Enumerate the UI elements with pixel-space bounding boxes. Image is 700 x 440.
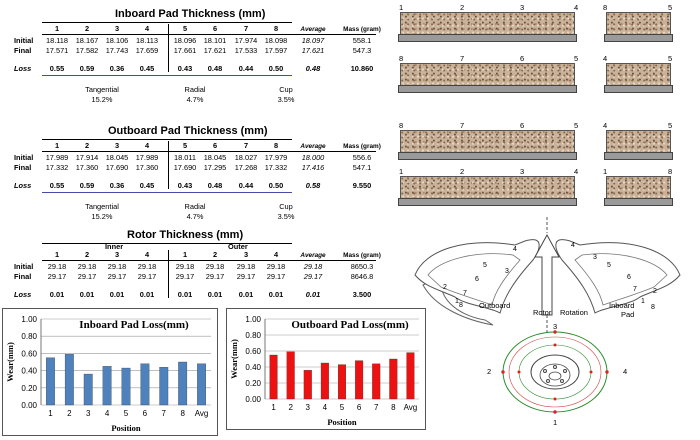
- inboard-cell: 17.571: [45, 46, 69, 55]
- outboard-row-label: Final: [14, 163, 32, 172]
- outboard-tangential-value: 15.2%: [91, 212, 113, 221]
- pad-num: 8: [603, 3, 608, 12]
- bar: [321, 363, 329, 399]
- pad-block-large: [400, 63, 575, 93]
- outboard-cell: 17.979: [264, 153, 288, 162]
- outboard-radial-label: Radial: [184, 202, 206, 211]
- pad-num: 6: [520, 121, 525, 130]
- pad-label: Pad: [621, 310, 635, 319]
- outboard-cup-value: 3.5%: [277, 212, 295, 221]
- outboard-num: 8: [459, 302, 463, 309]
- x-axis-title: Position: [327, 417, 357, 427]
- rotor-cell: 29.18: [266, 262, 286, 271]
- outboard-average-cell: 18.000: [301, 153, 325, 162]
- outboard-loss-chart: [226, 308, 426, 430]
- pad-block-large: [400, 130, 575, 160]
- x-tick-label: 5: [123, 409, 129, 418]
- y-tick-label: 0.40: [21, 366, 37, 376]
- pad-block-small: [606, 176, 671, 206]
- brake-diagram: [395, 215, 700, 436]
- rotor-pos: 4: [623, 367, 628, 376]
- outboard-col-header: 5: [182, 141, 188, 150]
- outboard-cell: 0.36: [109, 181, 125, 190]
- outboard-cell: 17.690: [173, 163, 197, 172]
- outboard-cell: 17.989: [135, 153, 159, 162]
- outboard-num: 6: [475, 276, 479, 283]
- x-tick-label: Avg: [194, 409, 209, 418]
- inboard-average-cell: 18.097: [301, 36, 325, 45]
- inboard-num: 6: [627, 274, 631, 281]
- inboard-col-header: 3: [114, 24, 120, 33]
- rotor-pos: 1: [553, 418, 558, 427]
- inboard-num: 2: [653, 288, 657, 295]
- inboard-num: 8: [651, 304, 655, 311]
- rotor-label: Rotor: [533, 308, 552, 317]
- rotor-cell: 29.18: [77, 262, 97, 271]
- outboard-num: 5: [483, 262, 487, 269]
- inboard-col-header: 6: [212, 24, 218, 33]
- y-tick-label: 0.20: [21, 383, 37, 393]
- inboard-title-underline: [42, 22, 292, 23]
- bar: [338, 365, 346, 399]
- outboard-cell: 17.332: [45, 163, 69, 172]
- inboard-cell: 0.44: [238, 64, 254, 73]
- rotor-col-header: 1: [54, 250, 60, 259]
- inboard-cup-label: Cup: [279, 85, 293, 94]
- rotor-col-header: 4: [273, 250, 279, 259]
- rotor-cell: 29.17: [205, 272, 225, 281]
- outboard-title: Outboard Pad Thickness (mm): [108, 125, 268, 137]
- inboard-cell: 17.597: [264, 46, 288, 55]
- x-tick-label: 3: [305, 403, 311, 412]
- bar: [103, 366, 112, 405]
- inboard-radial-label: Radial: [184, 85, 206, 94]
- inboard-num: 7: [633, 286, 637, 293]
- outboard-cell: 17.360: [135, 163, 159, 172]
- x-tick-label: 4: [322, 403, 328, 412]
- inboard-loss-chart: [2, 308, 218, 436]
- outboard-cell: 0.44: [238, 181, 254, 190]
- x-axis-title: Position: [111, 423, 141, 433]
- x-tick-label: 1: [48, 409, 53, 418]
- pad-num: 2: [460, 167, 465, 176]
- y-tick-label: 0.80: [245, 331, 261, 340]
- outboard-cell: 0.59: [79, 181, 95, 190]
- rotor-cell: 0.01: [109, 290, 125, 299]
- rotor-cell: 29.18: [175, 262, 195, 271]
- bar: [287, 352, 295, 399]
- outboard-cell: 17.914: [75, 153, 99, 162]
- x-tick-label: 8: [180, 409, 185, 418]
- rotor-average-cell: 29.17: [303, 272, 323, 281]
- pad-num: 3: [520, 167, 525, 176]
- bar: [141, 364, 150, 405]
- rotor-cell: 0.01: [177, 290, 193, 299]
- x-tick-label: 4: [104, 409, 110, 418]
- rotor-pos: 2: [487, 367, 492, 376]
- y-tick-label: 0.40: [245, 363, 261, 372]
- outboard-col-header: 1: [54, 141, 60, 150]
- rotor-disc: [501, 330, 608, 413]
- inboard-cell: 0.45: [139, 64, 155, 73]
- outboard-col-header: 8: [273, 141, 279, 150]
- rotor-cell: 0.01: [268, 290, 284, 299]
- inboard-mass-cell: 547.3: [352, 46, 372, 55]
- pad-num: 5: [668, 3, 673, 12]
- x-tick-label: 1: [271, 403, 276, 412]
- inboard-col-header: 8: [273, 24, 279, 33]
- rotor-col-header: 2: [84, 250, 90, 259]
- pad-num: 4: [574, 3, 579, 12]
- inboard-col-header: 7: [243, 24, 249, 33]
- rotor-header-underline: [42, 260, 376, 261]
- pad-num: 1: [399, 167, 404, 176]
- pad-num: 5: [668, 54, 673, 63]
- inboard-row-label: Final: [14, 46, 32, 55]
- outboard-radial-value: 4.7%: [186, 212, 204, 221]
- outboard-cell: 17.295: [203, 163, 227, 172]
- rotation-label: Rotation: [560, 308, 588, 317]
- rotor-col-header: 4: [144, 250, 150, 259]
- x-tick-label: 7: [161, 409, 167, 418]
- inboard-mass-cell: 10.860: [350, 64, 374, 73]
- y-tick-label: 0.00: [21, 401, 37, 410]
- rotor-col-header: 3: [114, 250, 120, 259]
- x-tick-label: 6: [142, 409, 148, 418]
- inboard-cell: 17.659: [135, 46, 159, 55]
- inboard-num: 5: [607, 262, 611, 269]
- outboard-col-header: 2: [84, 141, 90, 150]
- outboard-mass-header: Mass (gram): [343, 143, 381, 150]
- rotor-cell: 29.18: [205, 262, 225, 271]
- bar: [197, 364, 206, 405]
- inboard-mass-cell: 558.1: [352, 36, 372, 45]
- inboard-num: 4: [571, 242, 575, 249]
- pad-num: 1: [399, 3, 404, 12]
- pad-num: 5: [668, 121, 673, 130]
- rotor-cell: 0.01: [139, 290, 155, 299]
- inboard-cup-value: 3.5%: [277, 95, 295, 104]
- pad-num: 5: [574, 121, 579, 130]
- rotor-row-label: Final: [14, 272, 32, 281]
- y-tick-label: 1.00: [245, 315, 261, 324]
- x-tick-label: 8: [391, 403, 396, 412]
- bar: [84, 374, 93, 405]
- outboard-col-header: 4: [144, 141, 150, 150]
- outboard-row-label: Initial: [14, 153, 34, 162]
- inboard-num: 1: [641, 298, 645, 305]
- rotor-outer-label: Outer: [228, 242, 248, 251]
- chart-title: Outboard Pad Loss(mm): [291, 319, 409, 331]
- outboard-row-label: Loss: [14, 181, 32, 190]
- bar: [122, 368, 131, 405]
- outboard-average-cell: 17.416: [301, 163, 325, 172]
- pad-num: 8: [399, 54, 404, 63]
- y-tick-label: 1.00: [21, 315, 37, 324]
- rotor-cell: 29.17: [266, 272, 286, 281]
- inboard-cell: 18.113: [135, 36, 159, 45]
- pad-num: 8: [399, 121, 404, 130]
- inboard-col-header: 5: [182, 24, 188, 33]
- bar: [178, 362, 187, 405]
- rotor-row-label: Initial: [14, 262, 34, 271]
- pad-num: 3: [520, 3, 525, 12]
- outboard-average-cell: 0.58: [305, 181, 321, 190]
- outboard-cell: 18.045: [203, 153, 227, 162]
- outboard-cell: 0.45: [139, 181, 155, 190]
- outboard-num: 3: [505, 268, 509, 275]
- bar: [372, 364, 380, 399]
- inboard-radial-value: 4.7%: [186, 95, 204, 104]
- pad-num: 4: [603, 54, 608, 63]
- outboard-cell: 18.011: [173, 153, 197, 162]
- rotor-cell: 29.17: [236, 272, 256, 281]
- inboard-average-cell: 0.48: [305, 64, 321, 73]
- outboard-cell: 18.027: [234, 153, 258, 162]
- y-tick-label: 0.60: [245, 347, 261, 356]
- pad-num: 1: [603, 167, 608, 176]
- outboard-title-underline: [42, 139, 292, 140]
- pad-block-large: [400, 12, 575, 42]
- outboard-col-header: 3: [114, 141, 120, 150]
- rotor-col-header: 1: [182, 250, 188, 259]
- bar: [389, 359, 397, 399]
- outboard-loss-underline: [42, 192, 292, 193]
- inboard-col-header: 1: [54, 24, 60, 33]
- pad-num: 7: [460, 54, 465, 63]
- outboard-cup-label: Cup: [279, 202, 293, 211]
- outboard-cell: 0.48: [207, 181, 223, 190]
- outboard-label: Outboard: [479, 301, 511, 310]
- pad-num: 8: [668, 167, 673, 176]
- outboard-cell: 0.43: [177, 181, 193, 190]
- inboard-row-label: Initial: [14, 36, 34, 45]
- y-axis-title: Wear(mm): [229, 339, 239, 379]
- bar: [355, 361, 363, 399]
- y-tick-label: 0.20: [245, 379, 261, 388]
- inboard-mass-header: Mass (gram): [343, 26, 381, 33]
- inboard-cell: 18.118: [45, 36, 69, 45]
- pad-num: 4: [574, 167, 579, 176]
- outboard-loss-chart-svg: [227, 309, 425, 429]
- y-tick-label: 0.00: [245, 395, 261, 404]
- rotor-mass-cell: 8646.8: [350, 272, 374, 281]
- inboard-cell: 18.098: [264, 36, 288, 45]
- outboard-cell: 18.045: [105, 153, 129, 162]
- rotor-title: Rotor Thickness (mm): [127, 229, 244, 241]
- rotor-average-cell: 0.01: [305, 290, 321, 299]
- inboard-cell: 17.582: [75, 46, 99, 55]
- inboard-cell: 18.167: [75, 36, 99, 45]
- pad-num: 6: [520, 54, 525, 63]
- outboard-col-header: 7: [243, 141, 249, 150]
- inboard-cell: 0.43: [177, 64, 193, 73]
- inboard-cell: 17.533: [234, 46, 258, 55]
- rotor-cell: 0.01: [79, 290, 95, 299]
- outboard-col-header: 6: [212, 141, 218, 150]
- y-tick-label: 0.80: [21, 332, 37, 342]
- x-tick-label: 2: [288, 403, 293, 412]
- inboard-cell: 0.36: [109, 64, 125, 73]
- outboard-num: 7: [463, 290, 467, 297]
- bar: [65, 354, 74, 405]
- rotor-split-line: [168, 250, 169, 298]
- outboard-cell: 17.989: [45, 153, 69, 162]
- y-tick-label: 0.60: [21, 349, 37, 359]
- bar: [160, 367, 169, 405]
- outboard-num: 2: [443, 284, 447, 291]
- inboard-tangential-value: 15.2%: [91, 95, 113, 104]
- pad-num: 4: [603, 121, 608, 130]
- bar: [407, 353, 415, 399]
- inboard-cell: 0.59: [79, 64, 95, 73]
- rotor-cell: 29.18: [47, 262, 67, 271]
- inboard-cell: 0.55: [49, 64, 65, 73]
- chart-title: Inboard Pad Loss(mm): [79, 319, 189, 331]
- rotor-pos: 3: [553, 322, 558, 331]
- rotor-cell: 0.01: [238, 290, 254, 299]
- rotor-cell: 29.18: [107, 262, 127, 271]
- rotor-inner-label: Inner: [105, 242, 124, 251]
- rotor-cell: 0.01: [207, 290, 223, 299]
- outboard-mass-cell: 9.550: [352, 181, 372, 190]
- outboard-mass-cell: 547.1: [352, 163, 372, 172]
- pad-block-large: [400, 176, 575, 206]
- inboard-cell: 17.974: [234, 36, 258, 45]
- x-tick-label: 7: [373, 403, 379, 412]
- rotor-cell: 29.17: [107, 272, 127, 281]
- pad-num: 7: [460, 121, 465, 130]
- outboard-tangential-label: Tangential: [85, 202, 119, 211]
- outboard-mass-cell: 556.6: [352, 153, 372, 162]
- inboard-row-label: Loss: [14, 64, 32, 73]
- rotor-row-label: Loss: [14, 290, 32, 299]
- y-axis-title: Wear(mm): [5, 342, 15, 382]
- x-tick-label: 3: [85, 409, 91, 418]
- pad-block-small: [606, 130, 671, 160]
- inboard-cell: 0.48: [207, 64, 223, 73]
- outboard-cell: 17.332: [264, 163, 288, 172]
- inboard-loss-chart-svg: [3, 309, 217, 435]
- pad-num: 2: [460, 3, 465, 12]
- inboard-header-underline: [42, 34, 376, 35]
- inboard-cell: 17.743: [105, 46, 129, 55]
- x-tick-label: 6: [356, 403, 362, 412]
- outboard-split-line: [168, 141, 169, 189]
- inboard-cell: 18.096: [173, 36, 197, 45]
- inboard-average-cell: 17.621: [301, 46, 325, 55]
- rotor-mass-header: Mass (gram): [343, 252, 381, 259]
- inboard-num: 3: [593, 254, 597, 261]
- rotor-average-header: Average: [300, 252, 326, 259]
- rotor-cell: 29.17: [47, 272, 67, 281]
- outboard-cell: 0.55: [49, 181, 65, 190]
- outboard-cell: 17.360: [75, 163, 99, 172]
- bar: [304, 370, 312, 399]
- inboard-cell: 18.106: [105, 36, 129, 45]
- rotor-cell: 29.17: [175, 272, 195, 281]
- inboard-average-header: Average: [300, 26, 326, 33]
- rotor-cell: 29.17: [77, 272, 97, 281]
- rotor-cell: 0.01: [49, 290, 65, 299]
- pad-num: 5: [574, 54, 579, 63]
- outboard-num: 1: [455, 298, 459, 305]
- pad-block-small: [606, 12, 671, 42]
- rotor-col-header: 2: [212, 250, 218, 259]
- inboard-cell: 17.661: [173, 46, 197, 55]
- inboard-cell: 0.50: [268, 64, 284, 73]
- inboard-title: Inboard Pad Thickness (mm): [115, 8, 266, 20]
- outboard-cell: 0.50: [268, 181, 284, 190]
- rotor-average-cell: 29.18: [303, 262, 323, 271]
- inboard-col-header: 2: [84, 24, 90, 33]
- inboard-tangential-label: Tangential: [85, 85, 119, 94]
- outboard-header-underline: [42, 151, 376, 152]
- inboard-loss-underline: [42, 75, 292, 76]
- rotor-cell: 29.17: [137, 272, 157, 281]
- inboard-cell: 18.101: [203, 36, 227, 45]
- rotor-cell: 29.18: [236, 262, 256, 271]
- bar: [46, 358, 55, 405]
- outboard-num: 4: [513, 246, 517, 253]
- rotor-title-underline: [42, 243, 292, 244]
- bar: [270, 355, 278, 399]
- outboard-average-header: Average: [300, 143, 326, 150]
- rotor-cell: 29.18: [137, 262, 157, 271]
- inboard-col-header: 4: [144, 24, 150, 33]
- x-tick-label: 2: [67, 409, 72, 418]
- rotor-col-header: 3: [243, 250, 249, 259]
- inboard-label: Inboard: [609, 301, 635, 310]
- rotor-mass-cell: 3.500: [352, 290, 372, 299]
- x-tick-label: Avg: [403, 403, 418, 412]
- inboard-split-line: [168, 24, 169, 72]
- pad-block-small: [606, 63, 671, 93]
- outboard-cell: 17.690: [105, 163, 129, 172]
- inboard-cell: 17.621: [203, 46, 227, 55]
- x-tick-label: 5: [339, 403, 345, 412]
- rotor-mass-cell: 8650.3: [350, 262, 374, 271]
- outboard-cell: 17.268: [234, 163, 258, 172]
